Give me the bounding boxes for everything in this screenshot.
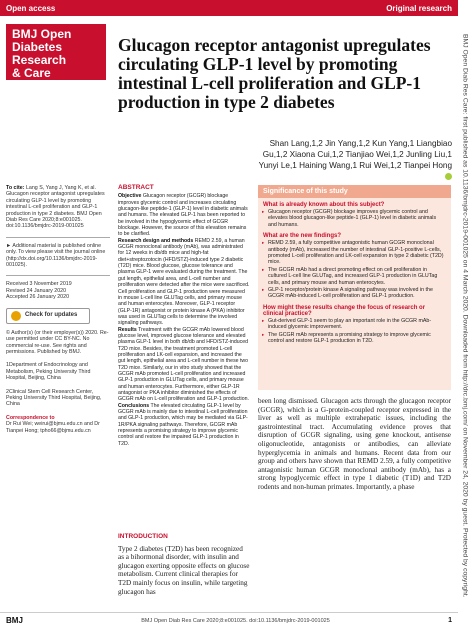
divider <box>6 237 110 238</box>
download-stamp <box>459 0 471 631</box>
orcid-icon[interactable] <box>445 173 452 180</box>
logo-line-4: & Care <box>12 66 51 80</box>
affiliation-1: 1Department of Endocrinology and Metabolism, Peking University Third Hospital, Beijing, China <box>6 362 91 382</box>
citation-label: To cite: <box>6 185 25 191</box>
top-banner <box>0 0 458 16</box>
body-text-right: been long dismissed. Glucagon acts through the glucagon receptor (GCGR), which is a G-protein-coupled receptor expressed in the liver as well as multiple extrahepatic issues, including the gastrointestinal tract. Accumulating evidence proves that disruption of GCGR signaling, using gene knockout, antisense oligonucleotide, antagonists or antibodies, can alleviate hyperglycemia in animals and humans. Recent data from our group and others have shown that REMD 2.59, a fully competitive antagonistic human GCGR monoclonal antibody (mAb), has a strong hypoglycemic effect in type 1 diabetic (T1D) and T2D rodents and non-human primates. Importantly, a phase <box>258 397 451 491</box>
significance-header: Significance of this study <box>258 185 451 198</box>
abstract-conclusions <box>118 403 250 447</box>
footer-brand: BMJ <box>6 616 23 625</box>
methods-text: REMD 2.59, a human GCGR monoclonal antibody (mAb), was administrated for 12 weeks in db/db mice and high-fat diet+streptozotocin (HFD/STZ)-induced type 2 diabetic (T2D) mice. Blood glucose, glucose tolerance and plasma GLP-1 were evaluated during the treatment. The gut length, epithelial area, and L-cell number and proliferation were detected after the mice were sacrificed. Cell proliferation and GLP-1 production were measured in mouse L-cell line GLUTag cells, and primary mouse and human enterocytes. Moreover, GLP-1 receptor (GLP-1R) antagonist or protein kinase A (PKA) inhibitor was used in GLUTag cells to determine the involved signaling pathways. <box>118 237 250 327</box>
correspondence-text[interactable]: Dr Rui Wei; weirui@bjmu.edu.cn and Dr Tianpei Hong; tpho66@bjmu.edu.cn <box>6 421 100 434</box>
significance-bullet: ▸ REMD 2.59, a fully competitive antagonistic human GCGR monoclonal antibody (mAb), increased the number of intestinal GLP-1-positive L-cells, promoted L-cell proliferation and LK-cell expansion in type 2 diabetic (T2D) mice. <box>258 240 451 266</box>
citation-block <box>6 185 110 230</box>
results-text: Treatment with the GCGR mAb lowered blood glucose level, improved glucose tolerance and elevated plasma GLP-1 level in both db/db and HFD/STZ-induced T2D mice. Besides, the treatment promoted L-cell proliferation and LK-cell expansion, and increased the gut length, epithelial area and L-cell number in these two T2D mice. Similarly, our in vitro study showed that the GCGR mAb promoted L-cell proliferation and increased GLP-1 production in GLUTag cells, and primary mouse and human enterocytes. Furthermore, either GLP-1R antagonist or PKA inhibitor diminished the effects of GCGR mAb on L-cell proliferation and GLP-1 production. <box>118 326 249 403</box>
significance-question-2: What are the new findings? <box>263 233 342 240</box>
logo-line-2: Diabetes <box>12 40 63 54</box>
abstract-section <box>118 185 250 447</box>
logo-line-1: BMJ Open <box>12 27 72 41</box>
footer-citation[interactable]: BMJ Open Diab Res Care 2020;8:e001025. doi:10.1136/bmjdrc-2019-001025 <box>141 617 330 624</box>
open-access-label: Open access <box>6 3 56 13</box>
check-for-updates-label: Check for updates <box>25 312 78 319</box>
introduction-section <box>118 533 250 596</box>
update-check-icon <box>11 311 21 321</box>
significance-bullet: ▸ The GCGR mAb represents a promising strategy to improve glycemic control and restore GLP-1 production in T2D. <box>258 332 451 345</box>
significance-question-1: What is already known about this subject? <box>263 202 385 208</box>
article-info-column <box>6 185 110 441</box>
abstract-heading: ABSTRACT <box>118 184 154 191</box>
download-stamp-text: BMJ Open Diab Res Care: first published as 10.1136/bmjdrc-2019-001025 on 4 March 2020. Downloaded from http://drc.bmj.com/ on November 24, 2020 by guest. Protected by copyright. <box>461 33 469 598</box>
author-names: Shan Lang,1,2 Jin Yang,1,2 Kun Yang,1 Liangbiao Gu,1,2 Xiaona Cui,1,2 Tianjiao Wei,1,2 Junling Liu,1 Yunyi Le,1 Haining Wang,1 Rui Wei,1,2 Tianpei Hong <box>258 139 452 170</box>
date-revised: Revised 24 January 2020 <box>6 287 67 294</box>
dates-block <box>6 281 110 300</box>
logo-line-3: Research <box>12 53 67 67</box>
significance-box <box>258 185 451 390</box>
page-number: 1 <box>448 617 452 624</box>
journal-logo <box>6 24 106 80</box>
supplementary-note[interactable]: ► Additional material is published online only. To view please visit the journal online (http://dx.doi.org/10.1136/bmjdrc-2019-001025). <box>6 242 106 269</box>
divider <box>6 275 110 276</box>
significance-question-3: How might these results change the focus of research or clinical practice? <box>263 304 426 317</box>
author-list <box>252 138 452 182</box>
results-label: Results <box>118 326 137 333</box>
objective-text: Glucagon receptor (GCGR) blockage improves glycemic control and increases circulating glucagon-like peptide-1 (GLP-1) level in diabetic animals and humans. The elevated GLP-1 has been reported to be involved in the hypoglycemic effect of GCGR blockage. However, the source of this elevation remains to be clarified. <box>118 193 248 238</box>
article-title: Glucagon receptor antagonist upregulates circulating GLP-1 level by promoting intestinal L-cell proliferation and GLP-1 production in type 2 diabetes <box>118 35 431 112</box>
date-accepted: Accepted 26 January 2020 <box>6 294 70 301</box>
conclusions-text: The elevated circulating GLP-1 level by GCGR mAb is mainly due to intestinal L-cell proliferation and GLP-1 production, which may be mediated via GLP-1R/PKA signaling pathways. Therefore, GCGR mAb represents a promising strategy to improve glycemic control and restore the impaired GLP-1 production in T2D. <box>118 402 248 447</box>
abstract-methods <box>118 238 250 327</box>
methods-label: Research design and methods <box>118 237 194 244</box>
abstract-results <box>118 327 250 403</box>
introduction-heading: INTRODUCTION <box>118 533 168 540</box>
citation-text: Lang S, Yang J, Yang K, et al. Glucagon receptor antagonist upregulates circulating GLP-1 level by promoting intestinal L-cell proliferation and GLP-1 production in type 2 diabetes. BMJ Open Diab Res Care 2020;8:e001025. doi:10.1136/bmjdrc-2019-001025 <box>6 185 105 230</box>
conclusions-label: Conclusions <box>118 402 150 409</box>
significance-bullet: ▸ Glucagon receptor (GCGR) blockage improves glycemic control and elevates blood glucagon-like peptide-1 (GLP-1) level in diabetic animals and humans. <box>258 209 451 228</box>
check-for-updates-button[interactable] <box>6 308 90 324</box>
page-footer <box>0 612 458 628</box>
introduction-text: Type 2 diabetes (T2D) has been recognized as a bihormonal disorder, with insulin and glucagon exerting opposite effects on glucose metabolism. Current clinical therapies for T2D mainly focus on insulin, while targeting glucagon has <box>118 544 250 596</box>
significance-bullet: ▸ GLP-1 receptor/protein kinase A signaling pathway was involved in the GCGR mAb-induced L-cell proliferation and GLP-1 production. <box>258 287 451 300</box>
significance-bullet: ▸ The GCGR mAb had a direct promoting effect on cell proliferation in cultured L-cell line GLUTag, and increased GLP-1 production in GLUTag cells, and primary mouse and human enterocytes. <box>258 267 451 286</box>
copyright-notice: © Author(s) (or their employer(s)) 2020. Re-use permitted under CC BY-NC. No commercial re-use. See rights and permissions. Published by BMJ. <box>6 329 109 355</box>
article-type-label: Original research <box>386 3 452 13</box>
correspondence-heading: Correspondence to <box>6 414 55 421</box>
objective-label: Objective <box>118 193 142 200</box>
date-received: Received 3 November 2019 <box>6 281 72 288</box>
abstract-objective <box>118 193 250 237</box>
significance-bullet: ▸ Gut-derived GLP-1 seem to play an important role in the GCGR mAb-induced glycemic improvement. <box>258 318 451 331</box>
affiliation-2: 2Clinical Stem Cell Research Center, Peking University Third Hospital, Beijing, China <box>6 388 102 408</box>
